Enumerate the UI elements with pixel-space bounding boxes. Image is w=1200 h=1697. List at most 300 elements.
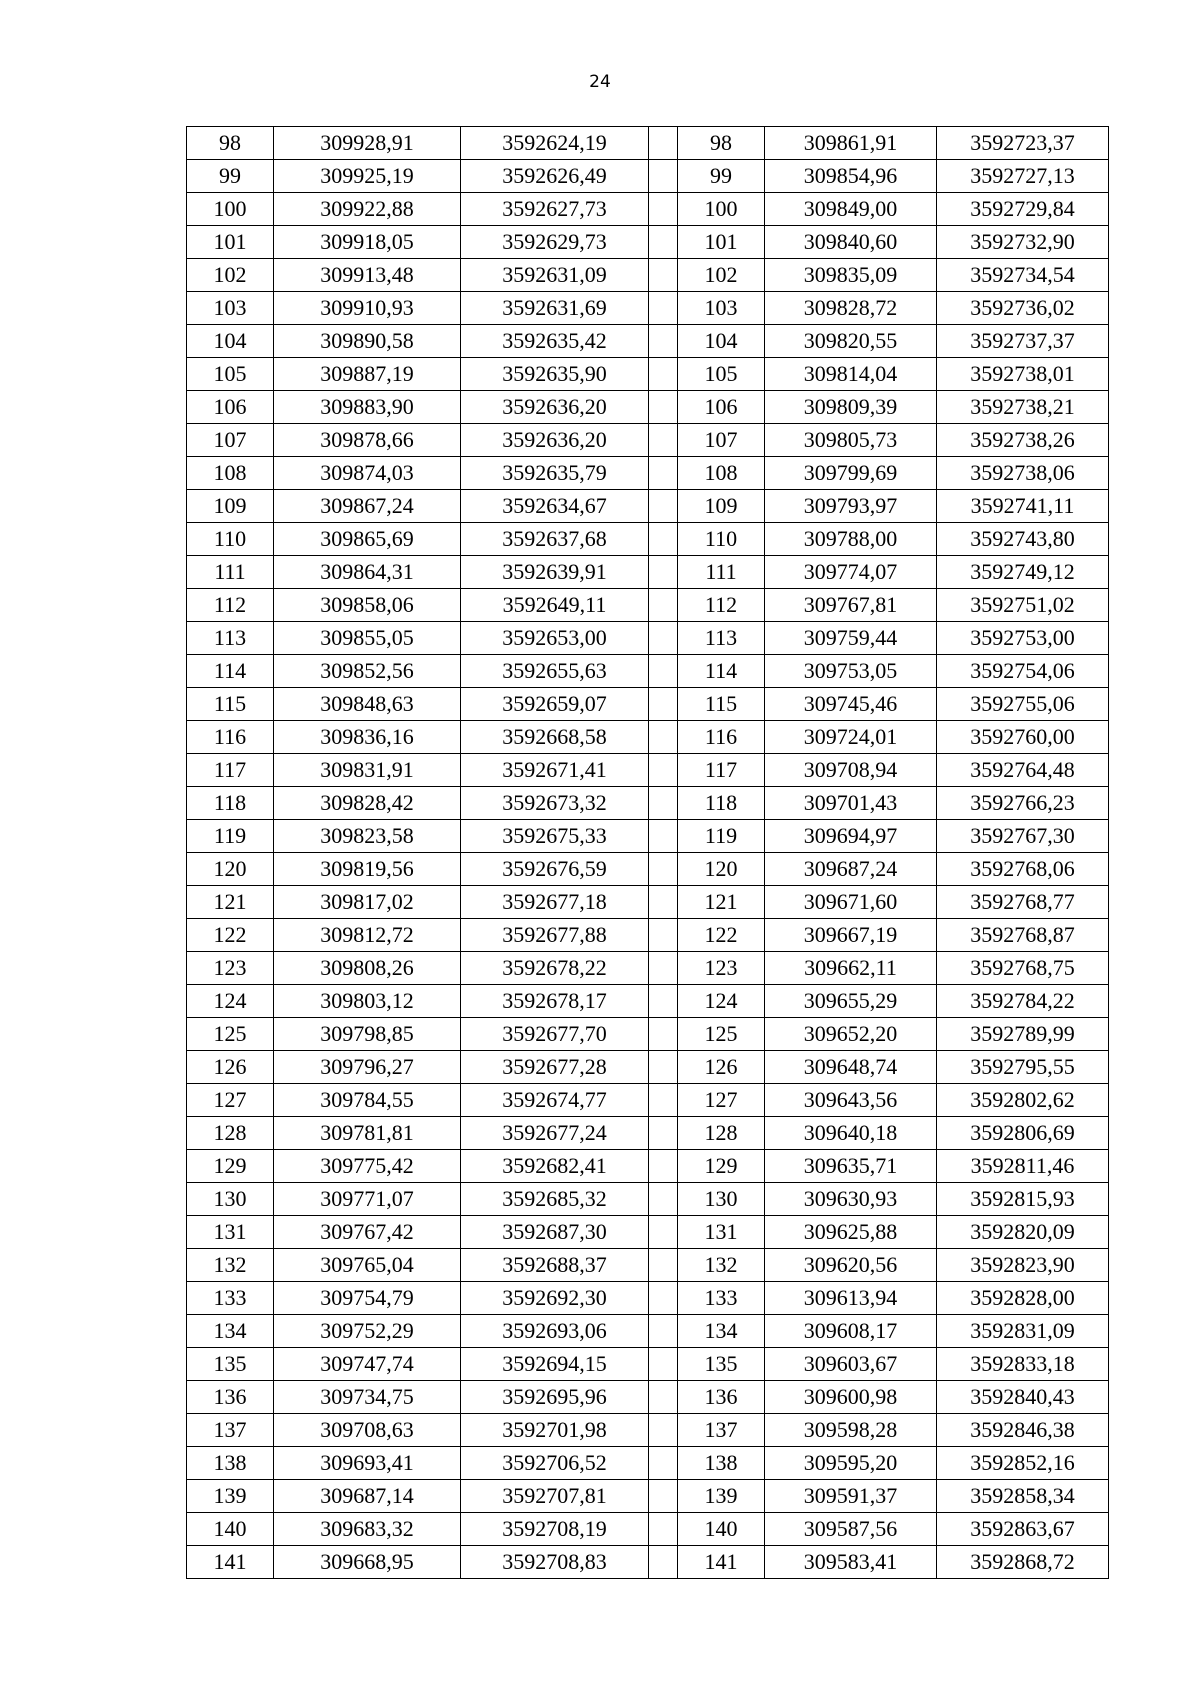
cell-spacer: [649, 1051, 678, 1084]
cell-y-coordinate-left: 3592688,37: [461, 1249, 649, 1282]
cell-x-coordinate-right: 309583,41: [765, 1546, 937, 1579]
table-row: [187, 1216, 1109, 1249]
cell-y-coordinate-right: 3592828,00: [937, 1282, 1109, 1315]
cell-x-coordinate-left: 309887,19: [274, 358, 461, 391]
cell-y-coordinate-right: 3592727,13: [937, 160, 1109, 193]
cell-y-coordinate-left: 3592626,49: [461, 160, 649, 193]
cell-x-coordinate-left: 309852,56: [274, 655, 461, 688]
cell-y-coordinate-right: 3592732,90: [937, 226, 1109, 259]
table-row: [187, 589, 1109, 622]
cell-point-number-right: 138: [678, 1447, 765, 1480]
cell-y-coordinate-right: 3592768,06: [937, 853, 1109, 886]
cell-y-coordinate-left: 3592677,18: [461, 886, 649, 919]
cell-spacer: [649, 1447, 678, 1480]
cell-point-number-right: 126: [678, 1051, 765, 1084]
cell-x-coordinate-right: 309662,11: [765, 952, 937, 985]
table-row: [187, 1282, 1109, 1315]
cell-spacer: [649, 919, 678, 952]
cell-point-number-right: 103: [678, 292, 765, 325]
cell-x-coordinate-left: 309819,56: [274, 853, 461, 886]
table-row: [187, 1546, 1109, 1579]
cell-x-coordinate-right: 309774,07: [765, 556, 937, 589]
cell-y-coordinate-right: 3592766,23: [937, 787, 1109, 820]
table-row: [187, 1117, 1109, 1150]
cell-point-number-left: 105: [187, 358, 274, 391]
cell-spacer: [649, 391, 678, 424]
cell-point-number-right: 124: [678, 985, 765, 1018]
cell-y-coordinate-left: 3592627,73: [461, 193, 649, 226]
cell-point-number-right: 110: [678, 523, 765, 556]
cell-x-coordinate-left: 309865,69: [274, 523, 461, 556]
cell-point-number-left: 140: [187, 1513, 274, 1546]
table-row: [187, 1018, 1109, 1051]
table-row: [187, 754, 1109, 787]
cell-point-number-left: 108: [187, 457, 274, 490]
table-row: [187, 358, 1109, 391]
cell-x-coordinate-right: 309753,05: [765, 655, 937, 688]
cell-x-coordinate-left: 309668,95: [274, 1546, 461, 1579]
cell-x-coordinate-right: 309861,91: [765, 127, 937, 160]
cell-point-number-right: 106: [678, 391, 765, 424]
cell-point-number-left: 121: [187, 886, 274, 919]
cell-point-number-right: 123: [678, 952, 765, 985]
table-row: [187, 952, 1109, 985]
cell-point-number-left: 133: [187, 1282, 274, 1315]
cell-y-coordinate-left: 3592671,41: [461, 754, 649, 787]
cell-x-coordinate-left: 309747,74: [274, 1348, 461, 1381]
cell-y-coordinate-right: 3592760,00: [937, 721, 1109, 754]
cell-spacer: [649, 655, 678, 688]
cell-point-number-left: 124: [187, 985, 274, 1018]
cell-x-coordinate-right: 309655,29: [765, 985, 937, 1018]
cell-y-coordinate-right: 3592820,09: [937, 1216, 1109, 1249]
cell-spacer: [649, 1282, 678, 1315]
table-row: [187, 160, 1109, 193]
page-number: 24: [589, 72, 611, 92]
table-row: [187, 1414, 1109, 1447]
cell-x-coordinate-left: 309765,04: [274, 1249, 461, 1282]
cell-point-number-left: 129: [187, 1150, 274, 1183]
cell-x-coordinate-right: 309708,94: [765, 754, 937, 787]
cell-point-number-right: 102: [678, 259, 765, 292]
cell-y-coordinate-right: 3592806,69: [937, 1117, 1109, 1150]
cell-point-number-right: 132: [678, 1249, 765, 1282]
cell-point-number-left: 109: [187, 490, 274, 523]
cell-y-coordinate-right: 3592743,80: [937, 523, 1109, 556]
cell-spacer: [649, 1117, 678, 1150]
cell-y-coordinate-right: 3592738,26: [937, 424, 1109, 457]
cell-x-coordinate-right: 309799,69: [765, 457, 937, 490]
cell-y-coordinate-right: 3592738,01: [937, 358, 1109, 391]
table-row: [187, 127, 1109, 160]
cell-y-coordinate-right: 3592863,67: [937, 1513, 1109, 1546]
cell-spacer: [649, 721, 678, 754]
cell-spacer: [649, 820, 678, 853]
cell-spacer: [649, 754, 678, 787]
cell-spacer: [649, 952, 678, 985]
cell-y-coordinate-right: 3592754,06: [937, 655, 1109, 688]
cell-x-coordinate-right: 309694,97: [765, 820, 937, 853]
cell-x-coordinate-left: 309754,79: [274, 1282, 461, 1315]
cell-y-coordinate-left: 3592675,33: [461, 820, 649, 853]
cell-spacer: [649, 193, 678, 226]
cell-x-coordinate-left: 309808,26: [274, 952, 461, 985]
cell-x-coordinate-right: 309603,67: [765, 1348, 937, 1381]
cell-x-coordinate-left: 309803,12: [274, 985, 461, 1018]
cell-spacer: [649, 1315, 678, 1348]
cell-point-number-right: 99: [678, 160, 765, 193]
table-row: [187, 1315, 1109, 1348]
cell-y-coordinate-right: 3592795,55: [937, 1051, 1109, 1084]
cell-x-coordinate-right: 309724,01: [765, 721, 937, 754]
cell-y-coordinate-left: 3592659,07: [461, 688, 649, 721]
cell-x-coordinate-right: 309835,09: [765, 259, 937, 292]
cell-y-coordinate-left: 3592677,24: [461, 1117, 649, 1150]
cell-point-number-left: 137: [187, 1414, 274, 1447]
cell-x-coordinate-left: 309878,66: [274, 424, 461, 457]
cell-x-coordinate-left: 309831,91: [274, 754, 461, 787]
cell-y-coordinate-right: 3592729,84: [937, 193, 1109, 226]
table-row: [187, 226, 1109, 259]
cell-y-coordinate-right: 3592852,16: [937, 1447, 1109, 1480]
cell-y-coordinate-left: 3592695,96: [461, 1381, 649, 1414]
cell-x-coordinate-left: 309687,14: [274, 1480, 461, 1513]
cell-x-coordinate-left: 309858,06: [274, 589, 461, 622]
cell-y-coordinate-left: 3592687,30: [461, 1216, 649, 1249]
cell-y-coordinate-right: 3592753,00: [937, 622, 1109, 655]
cell-y-coordinate-right: 3592811,46: [937, 1150, 1109, 1183]
cell-spacer: [649, 688, 678, 721]
cell-y-coordinate-right: 3592833,18: [937, 1348, 1109, 1381]
table-row: [187, 919, 1109, 952]
cell-y-coordinate-left: 3592677,70: [461, 1018, 649, 1051]
cell-x-coordinate-left: 309925,19: [274, 160, 461, 193]
cell-point-number-right: 120: [678, 853, 765, 886]
table-row: [187, 325, 1109, 358]
cell-point-number-left: 134: [187, 1315, 274, 1348]
cell-y-coordinate-left: 3592639,91: [461, 556, 649, 589]
cell-point-number-left: 100: [187, 193, 274, 226]
cell-y-coordinate-left: 3592692,30: [461, 1282, 649, 1315]
cell-y-coordinate-left: 3592708,83: [461, 1546, 649, 1579]
cell-point-number-left: 104: [187, 325, 274, 358]
cell-x-coordinate-right: 309793,97: [765, 490, 937, 523]
cell-y-coordinate-right: 3592768,77: [937, 886, 1109, 919]
cell-y-coordinate-left: 3592677,28: [461, 1051, 649, 1084]
table-row: [187, 688, 1109, 721]
cell-y-coordinate-right: 3592858,34: [937, 1480, 1109, 1513]
cell-x-coordinate-left: 309828,42: [274, 787, 461, 820]
cell-x-coordinate-right: 309767,81: [765, 589, 937, 622]
table-row: [187, 457, 1109, 490]
cell-point-number-right: 113: [678, 622, 765, 655]
cell-spacer: [649, 160, 678, 193]
cell-x-coordinate-right: 309648,74: [765, 1051, 937, 1084]
cell-x-coordinate-right: 309591,37: [765, 1480, 937, 1513]
cell-y-coordinate-left: 3592634,67: [461, 490, 649, 523]
table-row: [187, 193, 1109, 226]
cell-x-coordinate-right: 309613,94: [765, 1282, 937, 1315]
cell-spacer: [649, 1018, 678, 1051]
cell-point-number-left: 119: [187, 820, 274, 853]
cell-x-coordinate-right: 309849,00: [765, 193, 937, 226]
cell-x-coordinate-left: 309874,03: [274, 457, 461, 490]
cell-y-coordinate-right: 3592846,38: [937, 1414, 1109, 1447]
cell-point-number-left: 98: [187, 127, 274, 160]
cell-spacer: [649, 424, 678, 457]
cell-x-coordinate-left: 309784,55: [274, 1084, 461, 1117]
cell-x-coordinate-left: 309848,63: [274, 688, 461, 721]
table-row: [187, 655, 1109, 688]
cell-point-number-left: 130: [187, 1183, 274, 1216]
table-row: [187, 787, 1109, 820]
cell-point-number-left: 99: [187, 160, 274, 193]
cell-y-coordinate-left: 3592624,19: [461, 127, 649, 160]
table-row: [187, 721, 1109, 754]
cell-x-coordinate-left: 309775,42: [274, 1150, 461, 1183]
cell-spacer: [649, 1183, 678, 1216]
cell-y-coordinate-right: 3592751,02: [937, 589, 1109, 622]
cell-y-coordinate-right: 3592768,75: [937, 952, 1109, 985]
cell-point-number-right: 122: [678, 919, 765, 952]
cell-y-coordinate-right: 3592723,37: [937, 127, 1109, 160]
cell-y-coordinate-left: 3592637,68: [461, 523, 649, 556]
table-row: [187, 886, 1109, 919]
cell-y-coordinate-right: 3592749,12: [937, 556, 1109, 589]
cell-y-coordinate-right: 3592831,09: [937, 1315, 1109, 1348]
cell-x-coordinate-right: 309687,24: [765, 853, 937, 886]
cell-y-coordinate-left: 3592649,11: [461, 589, 649, 622]
cell-point-number-right: 137: [678, 1414, 765, 1447]
cell-point-number-right: 115: [678, 688, 765, 721]
cell-spacer: [649, 226, 678, 259]
cell-x-coordinate-left: 309883,90: [274, 391, 461, 424]
cell-point-number-left: 106: [187, 391, 274, 424]
cell-point-number-left: 117: [187, 754, 274, 787]
table-row: [187, 292, 1109, 325]
cell-point-number-right: 100: [678, 193, 765, 226]
cell-point-number-right: 128: [678, 1117, 765, 1150]
cell-x-coordinate-left: 309836,16: [274, 721, 461, 754]
cell-point-number-left: 136: [187, 1381, 274, 1414]
cell-spacer: [649, 622, 678, 655]
cell-x-coordinate-left: 309812,72: [274, 919, 461, 952]
cell-y-coordinate-right: 3592789,99: [937, 1018, 1109, 1051]
cell-y-coordinate-left: 3592631,69: [461, 292, 649, 325]
cell-y-coordinate-left: 3592677,88: [461, 919, 649, 952]
cell-point-number-left: 111: [187, 556, 274, 589]
table-row: [187, 985, 1109, 1018]
cell-point-number-right: 114: [678, 655, 765, 688]
cell-point-number-left: 103: [187, 292, 274, 325]
cell-point-number-left: 107: [187, 424, 274, 457]
cell-point-number-right: 104: [678, 325, 765, 358]
cell-point-number-right: 125: [678, 1018, 765, 1051]
cell-x-coordinate-right: 309809,39: [765, 391, 937, 424]
cell-spacer: [649, 292, 678, 325]
cell-x-coordinate-left: 309767,42: [274, 1216, 461, 1249]
cell-y-coordinate-right: 3592738,21: [937, 391, 1109, 424]
cell-x-coordinate-left: 309928,91: [274, 127, 461, 160]
cell-y-coordinate-left: 3592636,20: [461, 424, 649, 457]
table-row: [187, 622, 1109, 655]
cell-y-coordinate-left: 3592701,98: [461, 1414, 649, 1447]
cell-y-coordinate-left: 3592682,41: [461, 1150, 649, 1183]
cell-x-coordinate-right: 309620,56: [765, 1249, 937, 1282]
cell-y-coordinate-left: 3592668,58: [461, 721, 649, 754]
cell-y-coordinate-right: 3592738,06: [937, 457, 1109, 490]
cell-y-coordinate-right: 3592741,11: [937, 490, 1109, 523]
cell-y-coordinate-right: 3592823,90: [937, 1249, 1109, 1282]
table-row: [187, 523, 1109, 556]
table-row: [187, 1084, 1109, 1117]
cell-y-coordinate-left: 3592673,32: [461, 787, 649, 820]
cell-point-number-right: 135: [678, 1348, 765, 1381]
cell-spacer: [649, 490, 678, 523]
cell-spacer: [649, 853, 678, 886]
table-row: [187, 424, 1109, 457]
cell-y-coordinate-left: 3592635,79: [461, 457, 649, 490]
cell-spacer: [649, 358, 678, 391]
cell-x-coordinate-right: 309608,17: [765, 1315, 937, 1348]
cell-y-coordinate-right: 3592737,37: [937, 325, 1109, 358]
cell-y-coordinate-left: 3592708,19: [461, 1513, 649, 1546]
cell-spacer: [649, 457, 678, 490]
cell-spacer: [649, 1480, 678, 1513]
cell-y-coordinate-right: 3592767,30: [937, 820, 1109, 853]
cell-x-coordinate-right: 309671,60: [765, 886, 937, 919]
table-row: [187, 820, 1109, 853]
cell-spacer: [649, 985, 678, 1018]
cell-y-coordinate-right: 3592840,43: [937, 1381, 1109, 1414]
cell-spacer: [649, 1249, 678, 1282]
cell-y-coordinate-left: 3592707,81: [461, 1480, 649, 1513]
cell-point-number-left: 112: [187, 589, 274, 622]
cell-x-coordinate-left: 309867,24: [274, 490, 461, 523]
cell-x-coordinate-right: 309840,60: [765, 226, 937, 259]
cell-spacer: [649, 556, 678, 589]
cell-x-coordinate-left: 309796,27: [274, 1051, 461, 1084]
cell-point-number-right: 98: [678, 127, 765, 160]
cell-point-number-left: 118: [187, 787, 274, 820]
cell-spacer: [649, 325, 678, 358]
cell-point-number-left: 141: [187, 1546, 274, 1579]
cell-x-coordinate-left: 309922,88: [274, 193, 461, 226]
table-row: [187, 1480, 1109, 1513]
cell-x-coordinate-right: 309759,44: [765, 622, 937, 655]
cell-point-number-left: 110: [187, 523, 274, 556]
table-row: [187, 490, 1109, 523]
cell-y-coordinate-left: 3592685,32: [461, 1183, 649, 1216]
cell-point-number-right: 127: [678, 1084, 765, 1117]
table-row: [187, 391, 1109, 424]
cell-point-number-left: 131: [187, 1216, 274, 1249]
cell-y-coordinate-right: 3592755,06: [937, 688, 1109, 721]
cell-y-coordinate-left: 3592655,63: [461, 655, 649, 688]
cell-point-number-left: 135: [187, 1348, 274, 1381]
cell-x-coordinate-left: 309864,31: [274, 556, 461, 589]
cell-point-number-left: 127: [187, 1084, 274, 1117]
table-row: [187, 1051, 1109, 1084]
cell-y-coordinate-left: 3592693,06: [461, 1315, 649, 1348]
cell-x-coordinate-right: 309701,43: [765, 787, 937, 820]
cell-point-number-left: 116: [187, 721, 274, 754]
cell-x-coordinate-right: 309788,00: [765, 523, 937, 556]
cell-y-coordinate-right: 3592868,72: [937, 1546, 1109, 1579]
table-row: [187, 1381, 1109, 1414]
coordinates-table: [186, 126, 1109, 1579]
cell-point-number-right: 105: [678, 358, 765, 391]
table-row: [187, 1249, 1109, 1282]
cell-x-coordinate-right: 309625,88: [765, 1216, 937, 1249]
cell-spacer: [649, 589, 678, 622]
cell-x-coordinate-right: 309828,72: [765, 292, 937, 325]
cell-x-coordinate-right: 309598,28: [765, 1414, 937, 1447]
cell-point-number-left: 126: [187, 1051, 274, 1084]
cell-point-number-left: 102: [187, 259, 274, 292]
cell-x-coordinate-right: 309635,71: [765, 1150, 937, 1183]
cell-point-number-right: 112: [678, 589, 765, 622]
cell-point-number-right: 134: [678, 1315, 765, 1348]
cell-x-coordinate-left: 309734,75: [274, 1381, 461, 1414]
cell-point-number-right: 140: [678, 1513, 765, 1546]
cell-point-number-right: 116: [678, 721, 765, 754]
cell-point-number-right: 118: [678, 787, 765, 820]
cell-x-coordinate-right: 309600,98: [765, 1381, 937, 1414]
table-row: [187, 853, 1109, 886]
cell-x-coordinate-left: 309918,05: [274, 226, 461, 259]
cell-y-coordinate-left: 3592676,59: [461, 853, 649, 886]
cell-point-number-left: 122: [187, 919, 274, 952]
cell-y-coordinate-left: 3592678,22: [461, 952, 649, 985]
cell-y-coordinate-left: 3592629,73: [461, 226, 649, 259]
cell-y-coordinate-left: 3592694,15: [461, 1348, 649, 1381]
cell-point-number-right: 139: [678, 1480, 765, 1513]
table-row: [187, 1183, 1109, 1216]
table-row: [187, 1447, 1109, 1480]
cell-spacer: [649, 1414, 678, 1447]
cell-spacer: [649, 1546, 678, 1579]
cell-x-coordinate-left: 309910,93: [274, 292, 461, 325]
cell-spacer: [649, 886, 678, 919]
table-row: [187, 556, 1109, 589]
cell-x-coordinate-right: 309805,73: [765, 424, 937, 457]
cell-x-coordinate-left: 309693,41: [274, 1447, 461, 1480]
cell-x-coordinate-right: 309643,56: [765, 1084, 937, 1117]
cell-point-number-right: 141: [678, 1546, 765, 1579]
cell-spacer: [649, 787, 678, 820]
cell-point-number-right: 121: [678, 886, 765, 919]
cell-point-number-right: 107: [678, 424, 765, 457]
cell-y-coordinate-right: 3592768,87: [937, 919, 1109, 952]
cell-x-coordinate-right: 309595,20: [765, 1447, 937, 1480]
cell-spacer: [649, 1513, 678, 1546]
cell-point-number-right: 108: [678, 457, 765, 490]
cell-point-number-right: 133: [678, 1282, 765, 1315]
cell-spacer: [649, 1216, 678, 1249]
cell-y-coordinate-left: 3592706,52: [461, 1447, 649, 1480]
cell-point-number-left: 128: [187, 1117, 274, 1150]
cell-spacer: [649, 1381, 678, 1414]
cell-point-number-right: 111: [678, 556, 765, 589]
cell-point-number-left: 113: [187, 622, 274, 655]
cell-x-coordinate-left: 309913,48: [274, 259, 461, 292]
cell-x-coordinate-right: 309820,55: [765, 325, 937, 358]
cell-point-number-left: 138: [187, 1447, 274, 1480]
cell-point-number-right: 130: [678, 1183, 765, 1216]
cell-y-coordinate-left: 3592635,42: [461, 325, 649, 358]
cell-x-coordinate-left: 309890,58: [274, 325, 461, 358]
